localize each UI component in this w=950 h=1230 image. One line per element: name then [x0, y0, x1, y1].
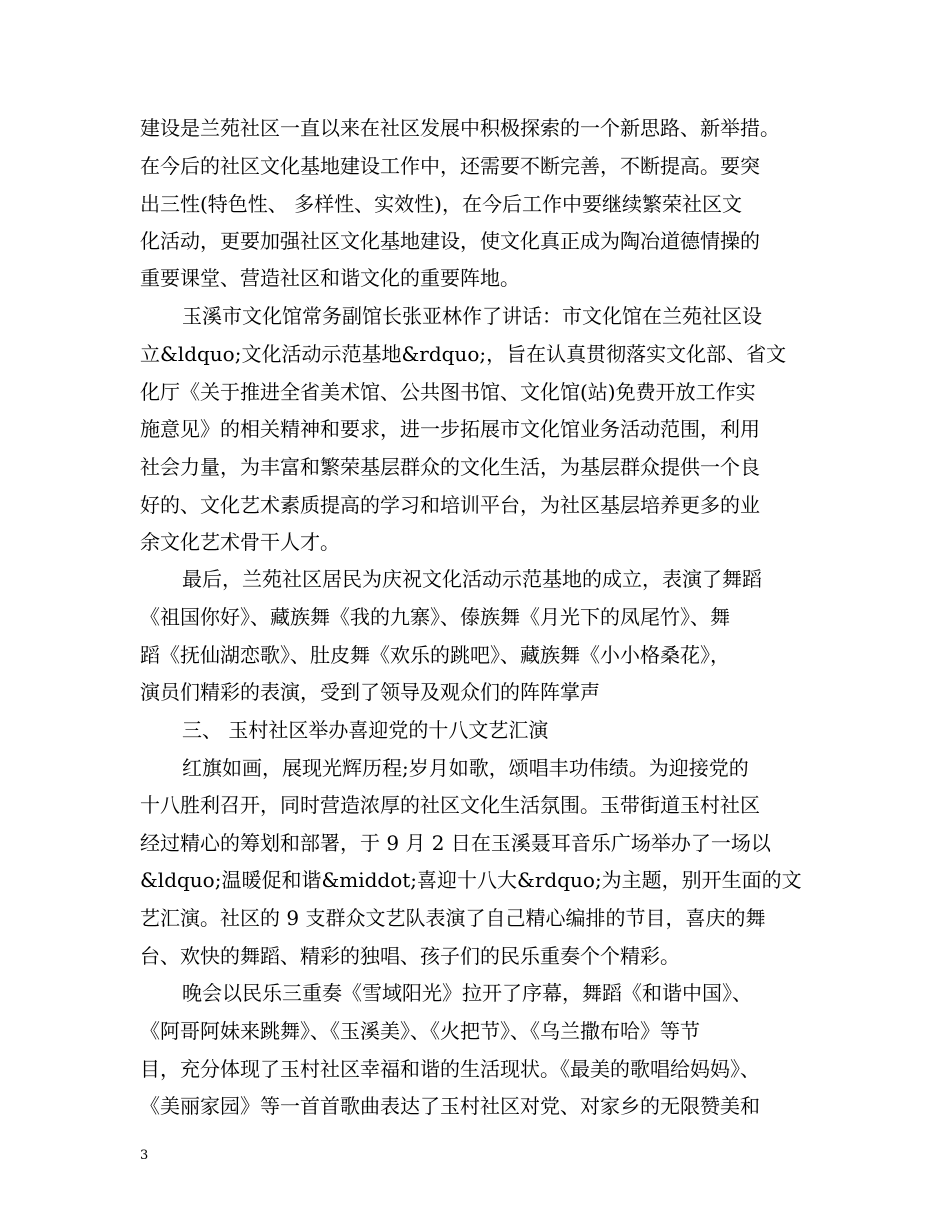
text-line: 目，充分体现了玉村社区幸福和谐的生活现状。《最美的歌唱给妈妈》、 [140, 1057, 760, 1081]
text-line: 施意见》的相关精神和要求，进一步拓展市文化馆业务活动范围，利用 [140, 417, 760, 441]
text-line: 艺汇演。社区的 9 支群众文艺队表演了自己精心编排的节目，喜庆的舞 [140, 906, 766, 930]
text-line: 蹈《抚仙湖恋歌》、肚皮舞《欢乐的跳吧》、藏族舞《小小格桑花》， [140, 643, 730, 667]
text-line: 建设是兰苑社区一直以来在社区发展中积极探索的一个新思路、新举措。 [140, 116, 780, 140]
text-line: 立&ldquo;文化活动示范基地&rdquo;，旨在认真贯彻落实文化部、省文 [140, 342, 787, 366]
section-heading: 三、 玉村社区举办喜迎党的十八文艺汇演 [182, 718, 549, 742]
text-line: 演员们精彩的表演，受到了领导及观众们的阵阵掌声 [140, 680, 600, 704]
text-line: 十八胜利召开，同时营造浓厚的社区文化生活氛围。玉带街道玉村社区 [140, 793, 760, 817]
text-line: 最后，兰苑社区居民为庆祝文化活动示范基地的成立，表演了舞蹈 [182, 567, 762, 591]
text-line: 红旗如画，展现光辉历程;岁月如歌，颂唱丰功伟绩。为迎接党的 [182, 756, 749, 780]
text-line: 重要课堂、营造社区和谐文化的重要阵地。 [140, 266, 520, 290]
text-line: 《祖国你好》、藏族舞《我的九寨》、傣族舞《月光下的凤尾竹》、舞 [140, 605, 730, 629]
text-line: &ldquo;温暖促和谐&middot;喜迎十八大&rdquo;为主题，别开生面的文 [140, 868, 802, 892]
text-line: 余文化艺术骨干人才。 [140, 530, 340, 554]
text-line: 化活动，更要加强社区文化基地建设，使文化真正成为陶冶道德情操的 [140, 229, 760, 253]
text-line: 出三性(特色性、 多样性、实效性)，在今后工作中要继续繁荣社区文 [140, 192, 742, 216]
text-line: 晚会以民乐三重奏《雪域阳光》拉开了序幕，舞蹈《和谐中国》、 [182, 981, 752, 1005]
text-line: 在今后的社区文化基地建设工作中，还需要不断完善，不断提高。要突 [140, 154, 760, 178]
text-line: 《美丽家园》等一首首歌曲表达了玉村社区对党、对家乡的无限赞美和 [140, 1094, 760, 1118]
text-line: 玉溪市文化馆常务副馆长张亚林作了讲话：市文化馆在兰苑社区设 [182, 304, 762, 328]
text-line: 《阿哥阿妹来跳舞》、《玉溪美》、《火把节》、《乌兰撒布哈》等节 [140, 1019, 700, 1043]
text-line: 社会力量，为丰富和繁荣基层群众的文化生活，为基层群众提供一个良 [140, 455, 760, 479]
text-line: 好的、文化艺术素质提高的学习和培训平台，为社区基层培养更多的业 [140, 493, 760, 517]
page-number: 3 [140, 1148, 149, 1163]
text-line: 化厅《关于推进全省美术馆、公共图书馆、文化馆(站)免费开放工作实 [140, 380, 756, 404]
text-line: 经过精心的筹划和部署，于 9 月 2 日在玉溪聂耳音乐广场举办了一场以 [140, 831, 771, 855]
text-line: 台、欢快的舞蹈、精彩的独唱、孩子们的民乐重奏个个精彩。 [140, 944, 680, 968]
